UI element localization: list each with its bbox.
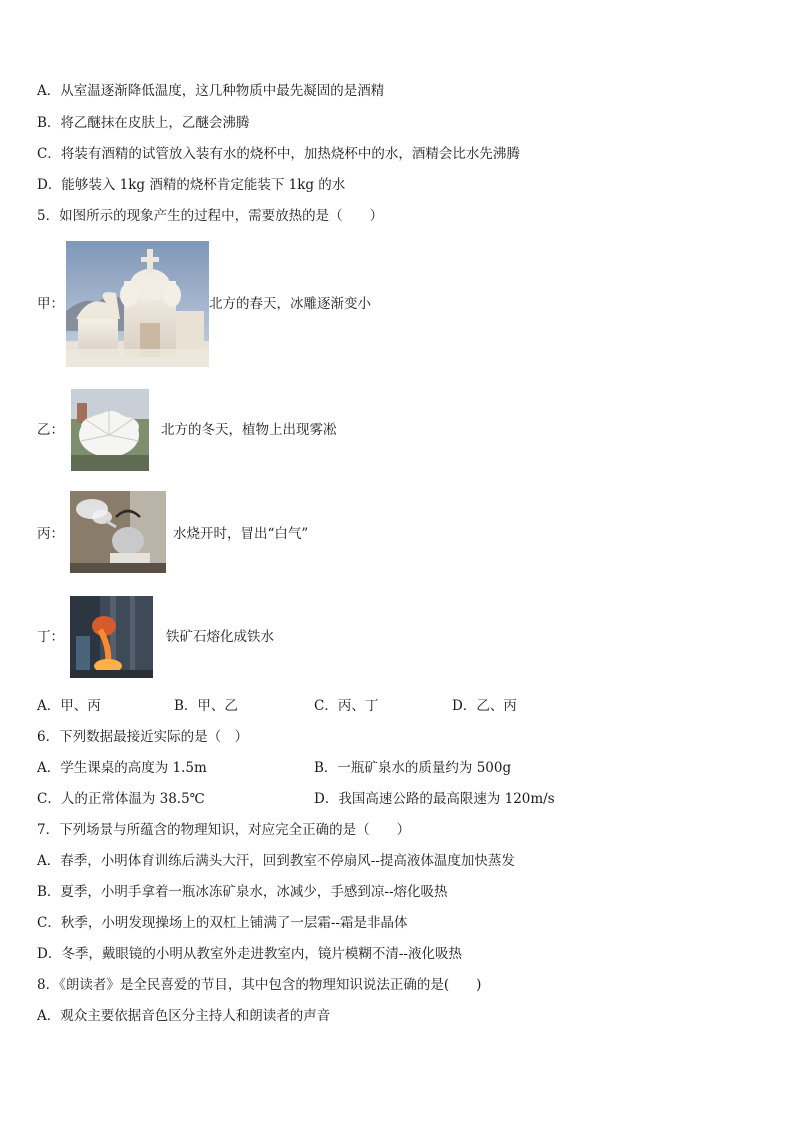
rime-plant-photo	[71, 389, 149, 471]
q5-item-yi-label: 乙：	[37, 422, 64, 438]
q5-option-a: A．甲、丙	[37, 698, 101, 714]
q6-option-d: D．我国高速公路的最高限速为 120m/s	[314, 791, 555, 807]
q5-option-d: D．乙、丙	[452, 698, 517, 714]
q7-option-d: D．冬季，戴眼镜的小明从教室外走进教室内，镜片模糊不清--液化吸热	[37, 946, 462, 962]
q5-item-bing-label: 丙：	[37, 526, 64, 542]
q6-stem: 6．下列数据最接近实际的是（ ）	[37, 729, 249, 745]
q5-item-bing-caption: 水烧开时，冒出“白气”	[173, 526, 309, 542]
q5-stem: 5．如图所示的现象产生的过程中，需要放热的是（ ）	[37, 208, 384, 224]
q5-item-yi-caption: 北方的冬天，植物上出现雾凇	[161, 422, 337, 438]
q7-stem: 7．下列场景与所蕴含的物理知识，对应完全正确的是（ ）	[37, 822, 411, 838]
q5-item-jia-caption: 北方的春天，冰雕逐渐变小	[209, 296, 371, 312]
q6-option-c: C．人的正常体温为 38.5℃	[37, 791, 205, 807]
q4-option-d: D．能够装入 1kg 酒精的烧杯肯定能装下 1kg 的水	[37, 177, 346, 193]
q7-option-a: A．春季，小明体育训练后满头大汗，回到教室不停扇风--提高液体温度加快蒸发	[37, 853, 515, 869]
q7-option-c: C．秋季，小明发现操场上的双杠上铺满了一层霜--霜是非晶体	[37, 915, 408, 931]
q4-option-a: A．从室温逐渐降低温度，这几种物质中最先凝固的是酒精	[37, 83, 385, 99]
q6-option-a: A．学生课桌的高度为 1.5m	[37, 760, 207, 776]
q6-option-b: B．一瓶矿泉水的质量约为 500g	[314, 760, 512, 776]
q5-item-ding-label: 丁：	[37, 629, 64, 645]
q8-stem: 8．《朗读者》是全民喜爱的节目，其中包含的物理知识说法正确的是( )	[37, 977, 482, 993]
q8-option-a: A．观众主要依据音色区分主持人和朗读者的声音	[37, 1008, 331, 1024]
q5-option-b: B．甲、乙	[174, 698, 238, 714]
q4-option-c: C．将装有酒精的试管放入装有水的烧杯中，加热烧杯中的水，酒精会比水先沸腾	[37, 146, 520, 162]
molten-iron-photo	[70, 596, 153, 678]
ice-sculpture-photo	[66, 241, 209, 367]
kettle-steam-photo	[70, 491, 166, 573]
q5-item-ding-caption: 铁矿石熔化成铁水	[166, 629, 274, 645]
q5-option-c: C．丙、丁	[314, 698, 379, 714]
q4-option-b: B．将乙醚抹在皮肤上，乙醚会沸腾	[37, 115, 250, 131]
q5-item-jia-label: 甲：	[37, 296, 64, 312]
q7-option-b: B．夏季，小明手拿着一瓶冰冻矿泉水，冰减少，手感到凉--熔化吸热	[37, 884, 448, 900]
